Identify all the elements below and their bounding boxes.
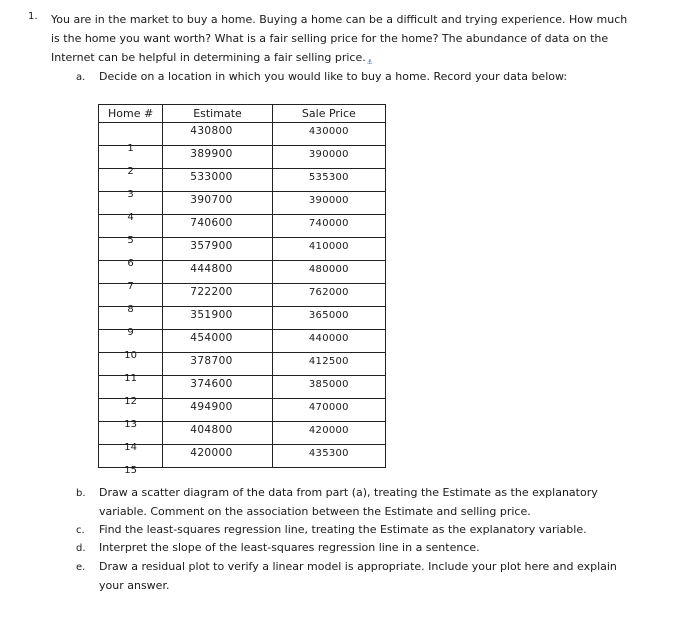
- sale-price-cell: [272, 330, 385, 353]
- home-number-cell-value: 15: [124, 465, 137, 476]
- home-number-cell-value: 3: [127, 189, 134, 200]
- header-estimate: Estimate: [163, 105, 273, 123]
- home-number-cell-value: 1: [127, 143, 134, 154]
- table-row: [99, 123, 386, 146]
- sale-price-cell: [272, 123, 385, 146]
- home-number-cell: [99, 123, 163, 154]
- part-a-text: Decide on a location in which you would like to buy a home. Record your data below:: [99, 70, 568, 83]
- estimate-cell-value: 740600: [190, 217, 233, 229]
- estimate-cell: [163, 238, 273, 261]
- table-row: [99, 353, 386, 376]
- sale-price-cell-value: 762000: [308, 287, 349, 298]
- question-line-3-text: Internet can be helpful in determining a fair selling price.: [51, 51, 366, 64]
- home-number-cell-value: 9: [127, 327, 134, 338]
- estimate-cell: [163, 215, 273, 238]
- estimate-cell: [163, 376, 273, 399]
- estimate-cell-value: 444800: [190, 263, 233, 275]
- estimate-cell: [163, 146, 273, 169]
- home-data-table: [98, 104, 386, 476]
- home-number-cell-value: 6: [127, 258, 134, 269]
- sale-price-cell-value: 420000: [308, 425, 349, 436]
- estimate-cell: [163, 353, 273, 376]
- table-row: [99, 215, 386, 238]
- estimate-cell-value: 389900: [190, 148, 233, 160]
- home-number-cell-value: 2: [127, 166, 134, 177]
- sale-price-cell: [272, 192, 385, 215]
- home-number-cell-value: 10: [124, 350, 137, 361]
- estimate-cell-value: 454000: [190, 332, 233, 344]
- estimate-cell: [163, 192, 273, 215]
- estimate-cell-value: 420000: [190, 447, 233, 459]
- part-b-line-2: variable. Comment on the association between the Estimate and selling price.: [99, 505, 531, 518]
- home-number-cell-value: 7: [127, 281, 134, 292]
- table-row: [99, 238, 386, 261]
- table-row: [99, 330, 386, 353]
- sale-price-cell: [272, 353, 385, 376]
- estimate-cell: [163, 422, 273, 445]
- question-line-2: is the home you want worth? What is a fair selling price for the home? The abundance of data on the: [51, 32, 609, 45]
- part-c-line-1: Find the least-squares regression line, treating the Estimate as the explanatory variable.: [99, 523, 587, 536]
- sale-price-cell: [272, 307, 385, 330]
- part-c-letter: c.: [76, 525, 85, 536]
- home-number-cell-value: 8: [127, 304, 134, 315]
- part-d-line-1: Interpret the slope of the least-squares regression line in a sentence.: [99, 541, 480, 554]
- estimate-cell-value: 351900: [190, 309, 233, 321]
- home-number-cell-value: 11: [124, 373, 137, 384]
- sale-price-cell: [272, 169, 385, 192]
- sale-price-cell: [272, 376, 385, 399]
- sale-price-cell: [272, 284, 385, 307]
- estimate-cell-value: 357900: [190, 240, 233, 252]
- part-b-line-1: Draw a scatter diagram of the data from part (a), treating the Estimate as the explanatory: [99, 486, 598, 499]
- estimate-cell: [163, 307, 273, 330]
- estimate-cell: [163, 284, 273, 307]
- sale-price-cell: [272, 215, 385, 238]
- sale-price-cell-value: 440000: [308, 333, 349, 344]
- sale-price-cell-value: 412500: [308, 356, 349, 367]
- estimate-cell: [163, 169, 273, 192]
- estimate-cell-value: 430800: [190, 125, 233, 137]
- sale-price-cell-value: 390000: [308, 149, 349, 160]
- sale-price-cell-value: 410000: [308, 241, 349, 252]
- estimate-cell: [163, 330, 273, 353]
- table-row: [99, 261, 386, 284]
- sale-price-cell-value: 470000: [308, 402, 349, 413]
- part-e-letter: e.: [76, 562, 86, 573]
- home-number-cell-value: 5: [127, 235, 134, 246]
- sale-price-cell-value: 740000: [308, 218, 349, 229]
- anchor-mark-icon: ⚓: [366, 58, 373, 66]
- estimate-cell-value: 374600: [190, 378, 233, 390]
- table-row: [99, 376, 386, 399]
- part-e-line-2: your answer.: [99, 579, 170, 592]
- table-row: [99, 307, 386, 330]
- part-d-letter: d.: [76, 543, 86, 554]
- estimate-cell-value: 378700: [190, 355, 233, 367]
- part-b-letter: b.: [76, 488, 86, 499]
- estimate-cell: [163, 445, 273, 468]
- header-sale-price: Sale Price: [272, 105, 385, 123]
- part-a-letter: a.: [76, 72, 86, 83]
- table-row: [99, 192, 386, 215]
- question-number: 1.: [28, 11, 38, 22]
- sale-price-cell-value: 480000: [308, 264, 349, 275]
- sale-price-cell-value: 390000: [308, 195, 349, 206]
- table-row: [99, 169, 386, 192]
- table-row: [99, 399, 386, 422]
- estimate-cell-value: 533000: [190, 171, 233, 183]
- estimate-cell-value: 390700: [190, 194, 233, 206]
- estimate-cell: [163, 399, 273, 422]
- sale-price-cell-value: 365000: [308, 310, 349, 321]
- header-home: Home #: [99, 105, 163, 123]
- home-number-cell-value: 12: [124, 396, 137, 407]
- table-header-row: [99, 105, 386, 123]
- estimate-cell-value: 494900: [190, 401, 233, 413]
- sale-price-cell-value: 430000: [308, 126, 349, 137]
- sale-price-cell: [272, 399, 385, 422]
- sale-price-cell: [272, 445, 385, 468]
- estimate-cell-value: 722200: [190, 286, 233, 298]
- table-row: [99, 146, 386, 169]
- home-number-cell-value: 4: [127, 212, 134, 223]
- sale-price-cell: [272, 261, 385, 284]
- estimate-cell: [163, 261, 273, 284]
- sale-price-cell-value: 435300: [308, 448, 349, 459]
- question-line-1: You are in the market to buy a home. Buying a home can be a difficult and trying experience. How much: [51, 13, 628, 26]
- sale-price-cell-value: 535300: [308, 172, 349, 183]
- sale-price-cell: [272, 422, 385, 445]
- estimate-cell: [163, 123, 273, 146]
- sale-price-cell: [272, 146, 385, 169]
- home-number-cell-value: 13: [124, 419, 137, 430]
- table-row: [99, 422, 386, 445]
- sale-price-cell: [272, 238, 385, 261]
- part-e-line-1: Draw a residual plot to verify a linear model is appropriate. Include your plot here and explain: [99, 560, 617, 573]
- table-row: [99, 284, 386, 307]
- home-number-cell-value: 14: [124, 442, 137, 453]
- sale-price-cell-value: 385000: [308, 379, 349, 390]
- estimate-cell-value: 404800: [190, 424, 233, 436]
- table-row: [99, 445, 386, 468]
